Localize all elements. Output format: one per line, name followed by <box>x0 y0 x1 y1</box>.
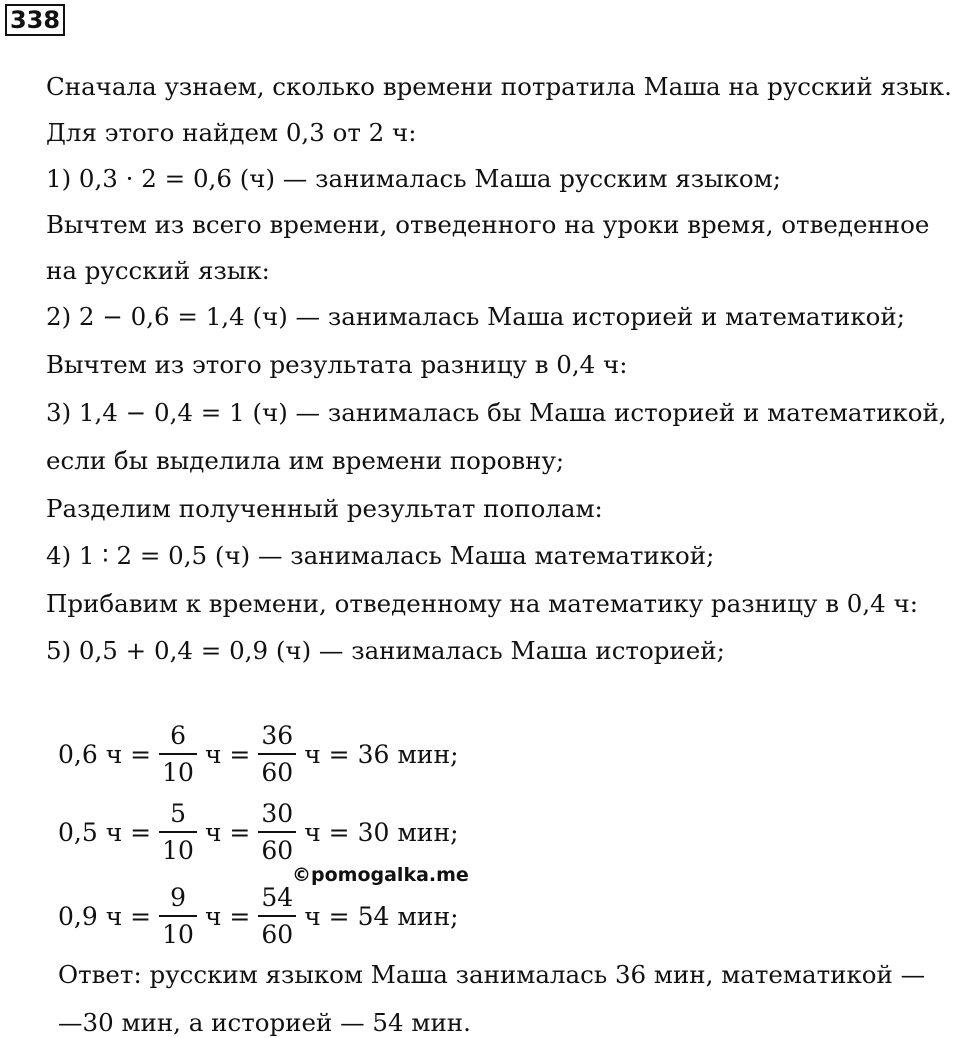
denominator: 10 <box>159 915 197 947</box>
conversion-row-3 <box>56 874 461 958</box>
conversion-lhs: 0,5 ч = <box>58 817 152 847</box>
solution-line-5: на русский язык: <box>46 256 270 285</box>
task-number: 338 <box>5 4 65 36</box>
solution-line-1: Сначала узнаем, сколько времени потратила Маша на русский язык. <box>46 72 952 101</box>
fraction <box>159 723 197 785</box>
conversion-rhs: ч = 36 мин; <box>304 739 459 769</box>
denominator: 60 <box>258 915 296 947</box>
solution-line-2: Для этого найдем 0,3 от 2 ч: <box>46 118 417 147</box>
denominator: 10 <box>159 753 197 785</box>
numerator: 54 <box>261 883 294 912</box>
solution-step-1: 1) 0,3 · 2 = 0,6 (ч) — занималась Маша русским языком; <box>46 164 781 193</box>
numerator: 5 <box>170 799 186 828</box>
solution-step-2: 2) 2 − 0,6 = 1,4 (ч) — занималась Маша историей и математикой; <box>46 302 906 331</box>
answer-line-1: Ответ: русским языком Маша занималась 36 мин, математикой — <box>58 960 926 989</box>
denominator: 60 <box>258 831 296 863</box>
conversion-mid: ч = <box>204 817 251 847</box>
fraction <box>258 801 296 863</box>
solution-step-5: 5) 0,5 + 0,4 = 0,9 (ч) — занималась Маша историей; <box>46 636 725 665</box>
fraction <box>258 885 296 947</box>
conversion-row-2 <box>56 790 461 874</box>
denominator: 60 <box>258 753 296 785</box>
numerator: 36 <box>261 721 294 750</box>
conversion-rhs: ч = 30 мин; <box>304 817 459 847</box>
solution-line-9: если бы выделила им времени поровну; <box>46 446 565 475</box>
solution-step-4: 4) 1 ∶ 2 = 0,5 (ч) — занималась Маша математикой; <box>46 541 715 570</box>
watermark: ©pomogalka.me <box>292 864 469 886</box>
solution-line-12: Прибавим к времени, отведенному на математику разницу в 0,4 ч: <box>46 589 918 618</box>
conversion-rhs: ч = 54 мин; <box>304 901 459 931</box>
numerator: 30 <box>261 799 294 828</box>
numerator: 6 <box>170 721 186 750</box>
conversion-mid: ч = <box>204 901 251 931</box>
solution-line-4: Вычтем из всего времени, отведенного на уроки время, отведенное <box>46 210 930 239</box>
conversion-lhs: 0,9 ч = <box>58 901 152 931</box>
fraction <box>159 885 197 947</box>
conversion-lhs: 0,6 ч = <box>58 739 152 769</box>
solution-step-3: 3) 1,4 − 0,4 = 1 (ч) — занималась бы Маша историей и математикой, <box>46 398 947 427</box>
fraction <box>258 723 296 785</box>
fraction <box>159 801 197 863</box>
answer-line-2: —30 мин, а историей — 54 мин. <box>58 1008 471 1037</box>
numerator: 9 <box>170 883 186 912</box>
conversion-row-1 <box>56 712 461 796</box>
solution-line-7: Вычтем из этого результата разницу в 0,4 ч: <box>46 350 628 379</box>
denominator: 10 <box>159 831 197 863</box>
solution-line-10: Разделим полученный результат пополам: <box>46 494 603 523</box>
conversion-mid: ч = <box>204 739 251 769</box>
